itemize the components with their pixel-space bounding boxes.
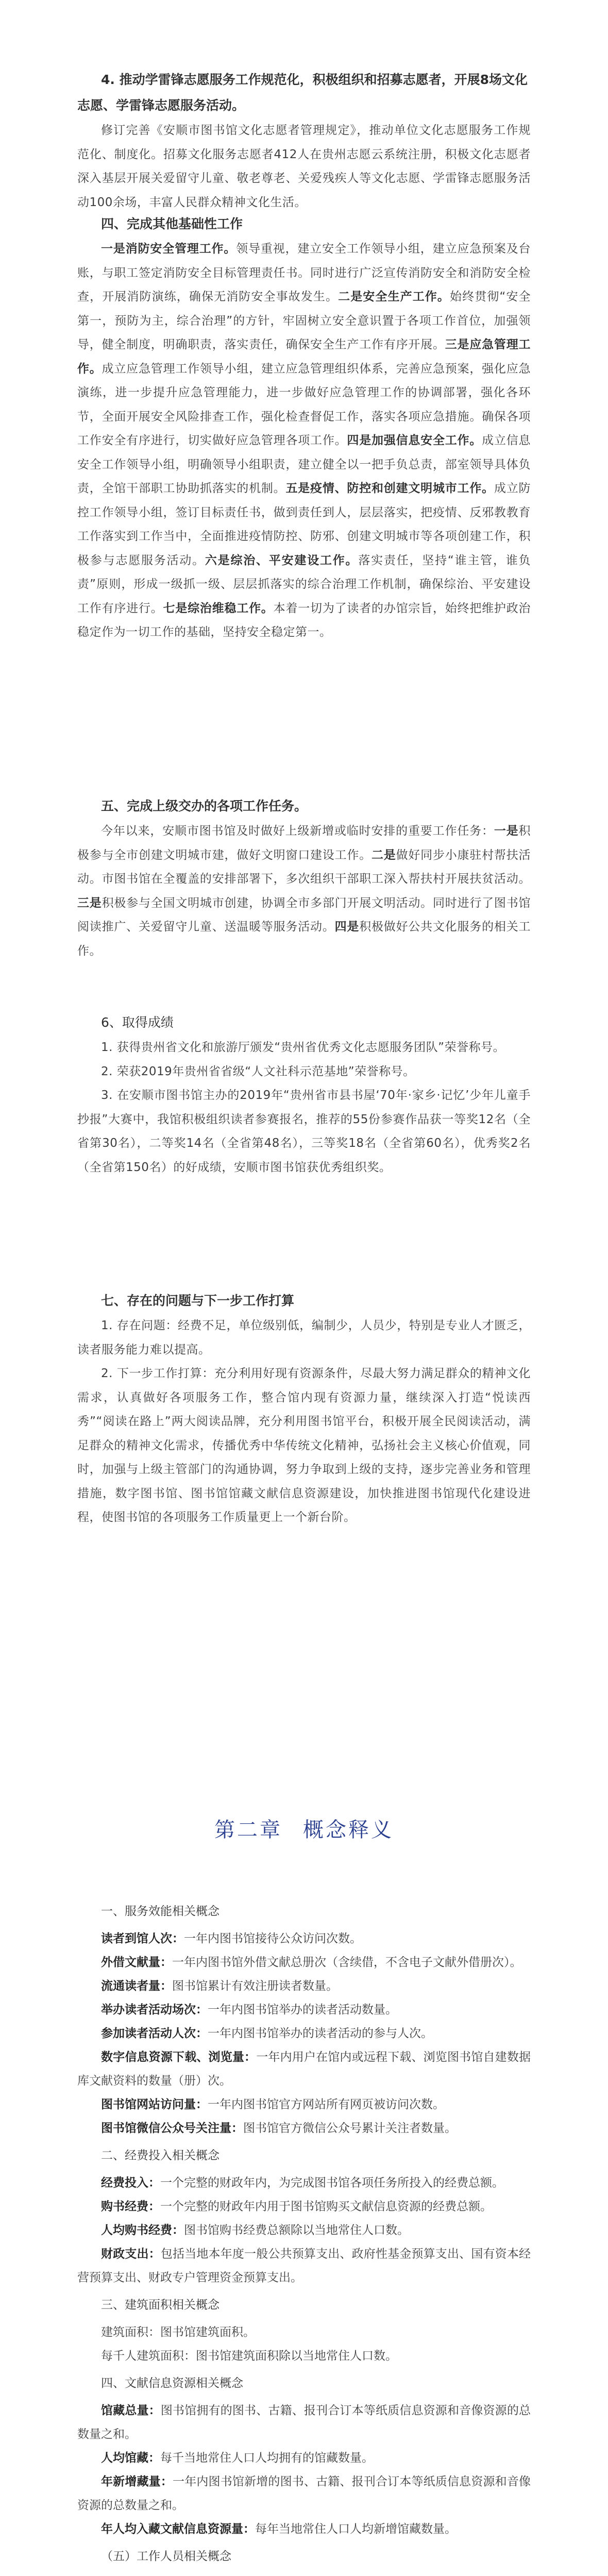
lead-governance: 六是综治、平安建设工作。	[205, 553, 359, 567]
section-achievements	[77, 1010, 531, 1179]
group-heading-staff: （五）工作人员相关概念	[101, 2550, 231, 2563]
lead-task-2: 二是	[371, 848, 396, 862]
def-area-per-thousand: 每千人建筑面积：图书馆建筑面积除以当地常住人口数。	[101, 2349, 397, 2363]
lead-task-3: 三是	[77, 896, 102, 910]
def-new-per-capita: 年人均入藏文献信息资源量：每年当地常住人口人均新增馆藏数量。	[101, 2522, 457, 2536]
lead-fire-safety: 一是消防安全管理工作。	[101, 242, 237, 256]
def-expenditure: 财政支出：包括当地本年度一般公共预算支出、政府性基金预算支出、国有资本经营预算支出、财政专户管理资金预算支出。	[77, 2247, 531, 2284]
achievement-1: 1. 获得贵州省文化和旅游厅颁发“贵州省优秀文化志愿服务团队”荣誉称号。	[101, 1041, 505, 1054]
section-problems-plans	[77, 1288, 531, 1530]
text-emergency: 成立应急管理工作领导小组，建立应急管理组织体系，完善应急预案，强化应急演练，进一步提升应急管理能力，进一步做好应急管理工作的协调部署，强化各环节，全面开展安全风险排查工作，强化检查督促工作，落实各项应急措施。确保各项工作安全有序进行，切实做好应急管理各项工作。	[77, 362, 531, 447]
def-new-items: 年新增藏量：一年内图书馆新增的图书、古籍、报刊合订本等纸质信息资源和音像资源的总数量之和。	[77, 2475, 531, 2512]
achievement-2: 2. 荣获2019年贵州省省级“人文社科示范基地”荣誉称号。	[101, 1064, 415, 1078]
def-book-funds: 购书经费：一个完整的财政年内用于图书馆购买文献信息资源的经费总额。	[101, 2200, 492, 2213]
text-task-4: 积极做好公共文化服务的相关工作。	[77, 920, 531, 958]
section-definitions	[77, 1896, 531, 2576]
def-funding: 经费投入：一个完整的财政年内，为完成图书馆各项任务所投入的经费总额。	[101, 2176, 504, 2190]
text-governance: 落实责任，坚持“谁主管，谁负责”原则，形成一级抓一级、层层抓落实的综合治理工作机制，确保综治、平安建设工作有序进行。	[77, 553, 531, 615]
def-collection: 馆藏总量：图书馆拥有的图书、古籍、报刊合订本等纸质信息资源和音像资源的总数量之和。	[77, 2404, 531, 2441]
text-task-3: 积极参与全国文明城市创建，协调全市多部门开展文明活动。同时进行了图书馆阅读推广、关爱留守儿童、送温暖等服务活动。	[77, 896, 531, 934]
text-assigned-intro: 今年以来，安顺市图书馆及时做好上级新增或临时安排的重要工作任务：	[101, 824, 494, 838]
para-problems: 1. 存在问题：经费不足，单位级别低，编制少，人员少，特别是专业人才匮乏，读者服务能力难以提高。	[77, 1319, 531, 1357]
lead-epidemic: 五是疫情、防控和创建文明城市工作。	[285, 482, 494, 495]
lead-stability: 七是综治维稳工作。	[163, 601, 274, 615]
lead-task-1: 一是	[494, 824, 519, 838]
def-wechat: 图书馆微信公众号关注量：图书馆官方微信公众号累计关注者数量。	[101, 2122, 457, 2135]
chapter-label: 第二章	[214, 1818, 282, 1842]
group-heading-funding: 二、经费投入相关概念	[101, 2149, 219, 2162]
lead-info-security: 四是加强信息安全工作。	[347, 434, 482, 447]
def-per-capita-collection: 人均馆藏：每千当地常住人口人均拥有的馆藏数量。	[101, 2451, 374, 2465]
section-assigned-tasks	[77, 793, 531, 963]
def-downloads: 数字信息资源下载、浏览量：一年内用户在馆内或远程下载、浏览图书馆自建数据库文献资料的数量（册）次。	[77, 2050, 531, 2088]
text-epidemic: 成立防控工作领导小组，签订目标责任书，做到责任到人，层层落实，把疫情、反邪教教育工作落实到工作当中，全面推进疫情防控、防邪、创建文明城市等各项创建工作，积极参与志愿服务活动。	[77, 482, 531, 567]
chapter-title	[0, 1814, 608, 1843]
para-volunteer: 修订完善《安顺市图书馆文化志愿者管理规定》，推动单位文化志愿服务工作规范化、制度化。招募文化服务志愿者412人在贵州志愿云系统注册，积极文化志愿者深入基层开展关爱留守儿童、敬老尊老、关爱残疾人等文化志愿、学雷锋志愿服务活动100余场，丰富人民群众精神文化生活。	[77, 124, 531, 209]
heading-basic-work: 四、完成其他基础性工作	[101, 216, 243, 231]
para-plans: 2. 下一步工作打算：充分利用好现有资源条件，尽最大努力满足群众的精神文化需求，认真做好各项服务工作，整合馆内现有资源力量，继续深入打造“悦读西秀”“阅读在路上”两大阅读品牌，充分利用图书馆平台，积极开展全民阅读活动，满足群众的精神文化需求，传播优秀中华传统文化精神，弘扬社会主义核心价值观，同时，加强与上级主管部门的沟通协调，努力争取到上级的支持，逐步完善业务和管理措施，数字图书馆、图书馆馆藏文献信息资源建设，加快推进图书馆现代化建设进程，使图书馆的各项服务工作质量更上一个新台阶。	[77, 1367, 531, 1524]
section-volunteer	[77, 67, 531, 214]
lead-production-safety: 二是安全生产工作。	[338, 290, 450, 303]
text-production-safety: 始终贯彻“安全第一，预防为主，综合治理”的方针，牢固树立安全意识置于各项工作首位，加强领导，健全制度，明确职责，落实责任，确保安全生产工作有序开展。	[77, 290, 531, 351]
def-participants: 参加读者活动人次：一年内图书馆举办的读者活动的参与人次。	[101, 2027, 433, 2040]
group-heading-service: 一、服务效能相关概念	[101, 1905, 219, 1918]
def-activities: 举办读者活动场次：一年内图书馆举办的读者活动数量。	[101, 2003, 397, 2016]
lead-task-4: 四是	[334, 920, 360, 934]
heading-volunteer: 4. 推动学雷锋志愿服务工作规范化，积极组织和招募志愿者，开展8场文化志愿、学雷锋志愿服务活动。	[77, 72, 528, 113]
para-basic-work	[77, 237, 531, 645]
def-staff	[77, 2572, 531, 2576]
achievement-3: 3. 在安顺市图书馆主办的2019年“贵州省市县书屋‘70年·家乡·记忆’少年儿童手抄报”大赛中，我馆积极组织读者参赛报名，推荐的55份参赛作品获一等奖12名（全省第30名），二等奖14名（全省第48名），三等奖18名（全省第60名），优秀奖2名（全省第150名）的好成绩，安顺市图书馆获优秀组织奖。	[77, 1089, 531, 1174]
def-loans: 外借文献量：一年内图书馆外借文献总册次（含续借，不含电子文献外借册次）。	[101, 1956, 522, 1969]
text-task-2: 做好同步小康驻村帮扶活动。市图书馆在全覆盖的安排部署下，多次组织干部职工深入帮扶村开展扶贫活动。	[77, 848, 531, 886]
group-heading-resources: 四、文献信息资源相关概念	[101, 2377, 243, 2390]
def-website: 图书馆网站访问量：一年内图书馆官方网站所有网页被访问次数。	[101, 2098, 445, 2111]
def-floor-area: 建筑面积：图书馆建筑面积。	[101, 2326, 255, 2339]
text-info-security: 成立信息安全工作领导小组，明确领导小组职责，建立健全以一把手负总责，部室领导具体负责，全馆干部职工协助抓落实的机制。	[77, 434, 531, 495]
def-visits: 读者到馆人次：一年内图书馆接待公众访问次数。	[101, 1932, 362, 1945]
section-basic-work	[77, 211, 531, 645]
para-assigned-tasks	[77, 819, 531, 963]
group-heading-area: 三、建筑面积相关概念	[101, 2298, 219, 2312]
heading-achievements: 6、取得成绩	[101, 1015, 174, 1030]
def-per-capita-funds: 人均购书经费：图书馆购书经费总额除以当地常住人口数。	[101, 2224, 409, 2237]
heading-problems-plans: 七、存在的问题与下一步工作打算	[101, 1293, 295, 1308]
text-task-1: 积极参与全市创建文明城市建，做好文明窗口建设工作。	[77, 824, 531, 862]
def-readers: 流通读者量：图书馆累计有效注册读者数量。	[101, 1979, 338, 1993]
lead-emergency: 三是应急管理工作。	[77, 338, 531, 376]
text-stability: 本着一切为了读者的办馆宗旨，始终把维护政治稳定作为一切工作的基础，坚持安全稳定第一。	[77, 601, 531, 639]
heading-assigned-tasks: 五、完成上级交办的各项工作任务。	[101, 799, 308, 814]
text-fire-safety: 领导重视，建立安全工作领导小组，建立应急预案及台账，与职工签定消防安全目标管理责任书。同时进行广泛宣传消防安全和消防安全检查，开展消防演练，确保无消防安全事故发生。	[77, 242, 531, 303]
chapter-name: 概念释义	[303, 1818, 394, 1842]
